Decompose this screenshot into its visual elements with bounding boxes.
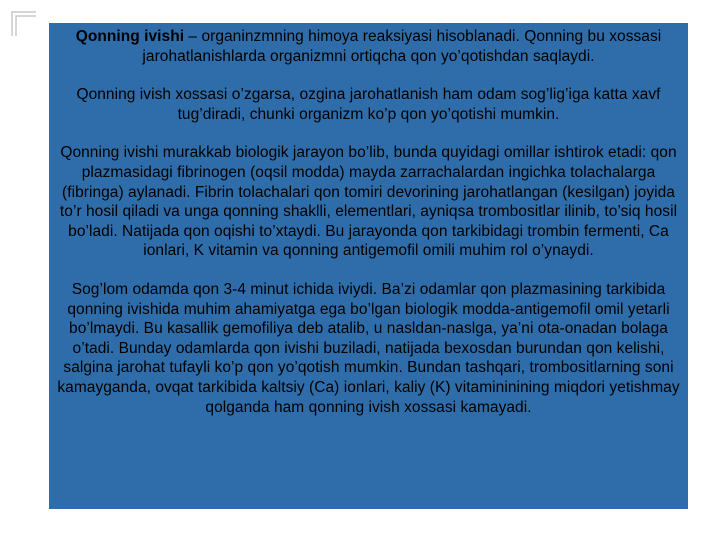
paragraph-3: Qonning ivishi murakkab biologik jarayon bo’lib, bunda quyidagi omillar ishtirok etadi: qon plazmasidagi fibrinogen (oqsil modda) mayda zarrachalardan ingichka tolachalarga (fibringa) aylanadi. Fibrin tolachalari qon tomiri devorining jarohatlangan (kesilgan) joyida to’r hosil qiladi va unga qonning shaklli, elementlari, ayniqsa trombositlar ilinib, to’siq hosil bo’ladi. Natijada qon oqishi to’xtaydi. Bu jarayonda qon tarkibidagi trombin fermenti, Ca ionlari, K vitamin va qonning antigemofil omili muhim rol o’ynaydi. xyxy=(59,144,678,260)
corner-bracket-icon xyxy=(10,10,38,38)
paragraph-1-text: – organinzmning himoya reaksiyasi hisoblanadi. Qonning bu xossasi jarohatlanishlarda organizmni ortiqcha qon yo’qotishdan saqlaydi. xyxy=(142,28,662,65)
paragraph-1 xyxy=(53,27,684,66)
paragraph-4: Sog’lom odamda qon 3-4 minut ichida iviydi. Ba’zi odamlar qon plazmasining tarkibida qonning ivishida muhim ahamiyatga ega bo’lgan biologik modda-antigemofil omil yetarli bo’lmaydi. Bu kasallik gemofiliya deb atalib, u nasldan-naslga, ya’ni ota-onadan bolaga o’tadi. Bunday odamlarda qon ivishi buziladi, natijada bexosdan burundan qon kelishi, salgina jarohat tufayli ko’p qon yo’qotish mumkin. Bundan tashqari, trombositlarning soni kamayganda, ovqat tarkibida kaltsiy (Ca) ionlari, kaliy (K) vitamininining miqdori yetishmay qolganda ham qonning ivish xossasi kamayadi. xyxy=(57,280,680,416)
paragraph-2: Qonning ivish xossasi o’zgarsa, ozgina jarohatlanish ham odam sog’lig’iga katta xavf tug’diradi, chunki organizm ko’p qon yo’qotishi mumkin. xyxy=(76,86,661,123)
content-panel xyxy=(49,23,688,509)
paragraph-1-lead: Qonning ivishi xyxy=(75,28,185,45)
